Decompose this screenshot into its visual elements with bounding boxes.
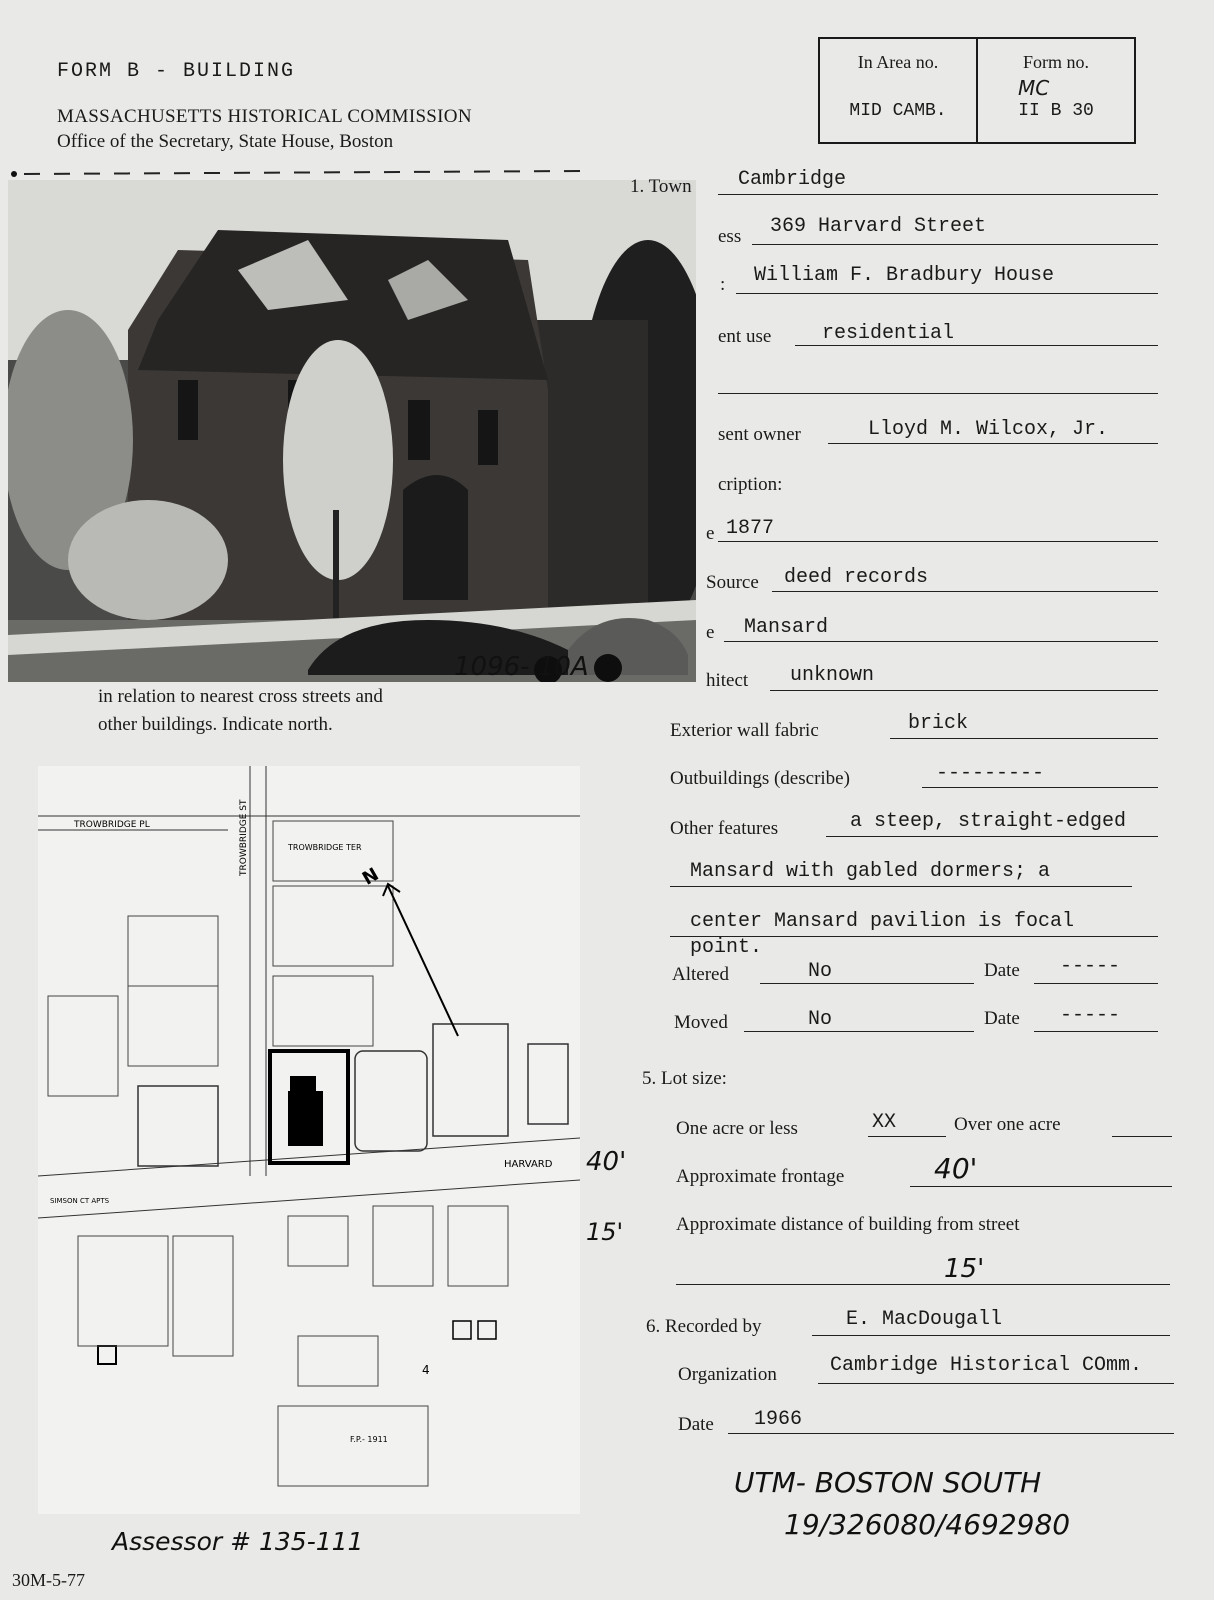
form-number-value: II B 30 — [1018, 101, 1094, 121]
building-name-value: William F. Bradbury House — [754, 264, 1055, 287]
use-line — [795, 345, 1158, 346]
acre-label: One acre or less — [676, 1118, 798, 1139]
utm-line-2: 19/326080/4692980 — [784, 1508, 1071, 1541]
architect-line — [770, 690, 1158, 691]
map-fp-note: F.P.- 1911 — [350, 1435, 388, 1444]
altered-date-line — [1034, 983, 1158, 984]
frontage-value: 40' — [934, 1152, 978, 1185]
use-label: ent use — [718, 326, 772, 347]
address-value: 369 Harvard Street — [770, 215, 987, 238]
owner-label: sent owner — [718, 424, 801, 445]
altered-date-value: ----- — [1060, 955, 1121, 978]
features-label: Other features — [670, 818, 779, 839]
distance-line — [676, 1284, 1170, 1285]
distance-value: 15' — [944, 1254, 985, 1284]
town-line — [718, 194, 1158, 195]
moved-date-label: Date — [984, 1008, 1020, 1029]
source-value: deed records — [784, 566, 929, 589]
recorded-by-label: 6. Recorded by — [646, 1316, 762, 1337]
map-lot-number: 4 — [422, 1363, 430, 1377]
town-value: Cambridge — [738, 168, 847, 191]
organization-value: Cambridge Historical COmm. — [830, 1354, 1143, 1377]
features-value-1: a steep, straight-edged — [850, 810, 1127, 833]
moved-line — [744, 1031, 974, 1032]
map-caption-line2: other buildings. Indicate north. — [98, 714, 333, 735]
altered-date-label: Date — [984, 960, 1020, 981]
address-label: ess — [718, 226, 742, 247]
moved-value: No — [808, 1008, 833, 1031]
description-label: cription: — [718, 474, 783, 495]
style-value: Mansard — [744, 616, 829, 639]
features-line-2 — [670, 886, 1132, 887]
architect-value: unknown — [790, 664, 875, 687]
map-label-harvard: HARVARD — [504, 1159, 553, 1170]
map-caption-line1: in relation to nearest cross streets and — [98, 686, 383, 707]
owner-value: Lloyd M. Wilcox, Jr. — [868, 418, 1109, 441]
moved-label: Moved — [674, 1012, 728, 1033]
features-value-3: center Mansard pavilion is focal — [690, 910, 1075, 933]
name-line — [736, 293, 1158, 294]
architect-label: hitect — [706, 670, 749, 691]
over-acre-label: Over one acre — [954, 1114, 1061, 1135]
features-value-4: point. — [690, 936, 763, 959]
map-label-trowbridge-pl: TROWBRIDGE PL — [74, 820, 150, 830]
wall-label: Exterior wall fabric — [670, 720, 819, 741]
cut-line — [10, 168, 590, 180]
form-id-box — [818, 37, 1136, 144]
recorded-by-value: E. MacDougall — [846, 1308, 1003, 1331]
form-number-label: Form no. — [1022, 52, 1089, 72]
area-cell — [820, 39, 978, 142]
altered-value: No — [808, 960, 833, 983]
organization-label: Organization — [678, 1364, 777, 1385]
map-handwritten-40: 40' — [586, 1147, 627, 1177]
use-line-2 — [718, 393, 1158, 394]
outbuildings-line — [922, 787, 1158, 788]
form-number-cell — [978, 39, 1134, 142]
distance-label: Approximate distance of building from street — [676, 1214, 1020, 1235]
outbuildings-label: Outbuildings (describe) — [670, 768, 850, 789]
area-value: MID CAMB. — [849, 101, 947, 121]
commission-name: MASSACHUSETTS HISTORICAL COMMISSION — [57, 106, 472, 127]
office-address: Office of the Secretary, State House, Boston — [57, 131, 394, 152]
town-label: 1. Town — [630, 176, 692, 197]
source-label: Source — [706, 572, 759, 593]
recorded-date-label: Date — [678, 1414, 714, 1435]
assessor-number: Assessor # 135-111 — [112, 1527, 364, 1556]
owner-line — [828, 443, 1158, 444]
recorded-date-value: 1966 — [754, 1408, 803, 1431]
recorded-date-line — [728, 1433, 1174, 1434]
building-photograph — [8, 180, 696, 682]
style-line — [724, 641, 1158, 642]
acre-value: XX — [872, 1111, 897, 1134]
utm-line-1: UTM- BOSTON SOUTH — [734, 1466, 1042, 1499]
map-north-label: N — [358, 863, 383, 890]
altered-line — [760, 983, 974, 984]
map-label-trowbridge-st: TROWBRIDGE ST — [239, 799, 249, 876]
form-title: FORM B - BUILDING — [57, 60, 296, 83]
frontage-line — [910, 1186, 1172, 1187]
use-value: residential — [822, 322, 955, 345]
map-label-trowbridge-ter: TROWBRIDGE TER — [288, 843, 362, 852]
recorded-by-line — [812, 1335, 1170, 1336]
wall-line — [890, 738, 1158, 739]
map-label-simson: SIMSON CT APTS — [50, 1197, 110, 1205]
wall-value: brick — [908, 712, 969, 735]
style-label: e — [706, 622, 715, 643]
source-line — [772, 591, 1158, 592]
map-handwritten-15: 15' — [586, 1218, 624, 1246]
form-prefix-handwritten: MC — [1018, 76, 1050, 100]
date-label: e — [706, 523, 715, 544]
altered-label: Altered — [672, 964, 729, 985]
photo-stamp: 1096- 10A — [454, 652, 589, 682]
features-line-1 — [826, 836, 1158, 837]
date-value: 1877 — [726, 517, 775, 540]
outbuildings-value: --------- — [936, 762, 1045, 785]
frontage-label: Approximate frontage — [676, 1166, 845, 1187]
acre-line — [868, 1136, 946, 1137]
features-value-2: Mansard with gabled dormers; a — [690, 860, 1051, 883]
address-line — [752, 244, 1158, 245]
name-label: : — [720, 274, 726, 295]
moved-date-line — [1034, 1031, 1158, 1032]
moved-date-value: ----- — [1060, 1004, 1121, 1027]
date-line — [718, 541, 1158, 542]
footer-code: 30M-5-77 — [12, 1570, 85, 1590]
lot-size-label: 5. Lot size: — [642, 1068, 727, 1089]
location-map — [38, 766, 580, 1514]
over-acre-line — [1112, 1136, 1172, 1137]
organization-line — [818, 1383, 1174, 1384]
area-label: In Area no. — [857, 52, 939, 72]
